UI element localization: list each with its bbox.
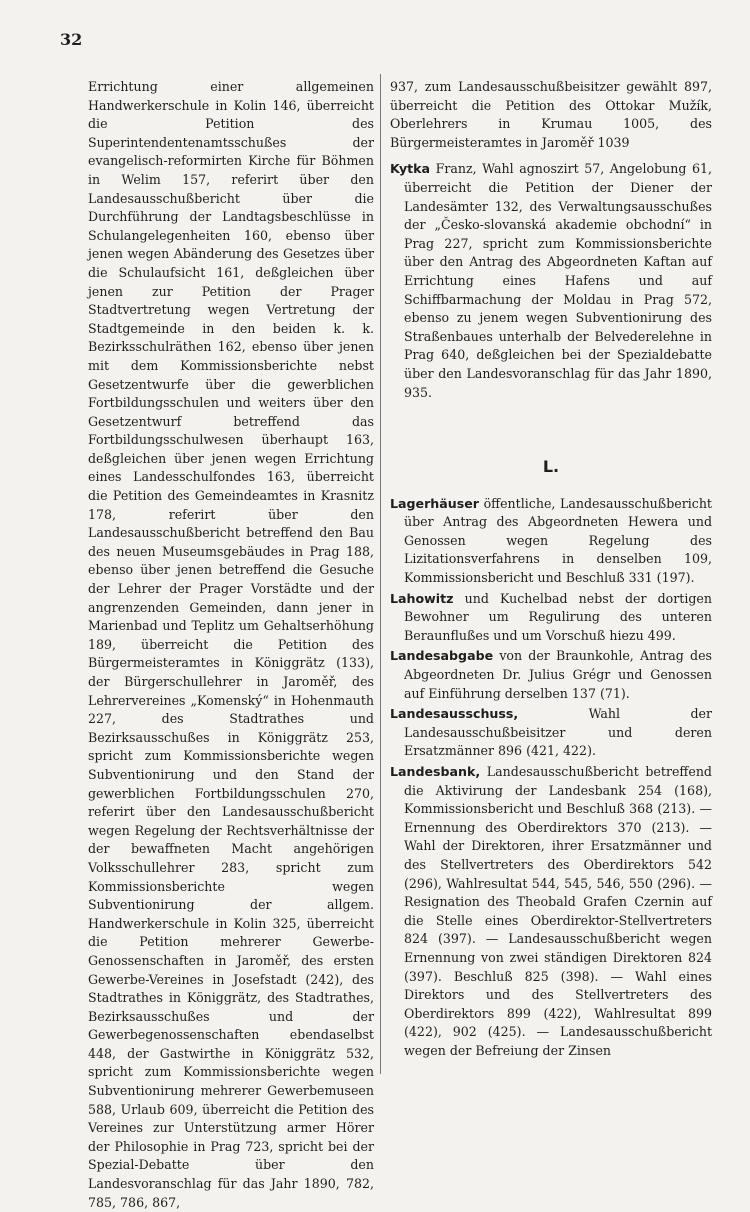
entry-text: öffentliche, Landesausschußbericht über Antrag des Abgeordneten Hewera und Genossen wegen Regelung des Lizitationsverfahrens in denselben 109, Kommissionsbericht und Beschluß 331 (197).: [404, 495, 712, 586]
entry-heading: Landesabgabe: [390, 648, 494, 664]
entry-text: und Kuchelbad nebst der dortigen Bewohner um Regulirung des unteren Beraunflußes und um Vorschuß hiezu 499.: [404, 590, 712, 643]
section-letter: L.: [542, 457, 560, 477]
index-entries-l: [390, 495, 712, 1061]
index-entry: [390, 160, 712, 402]
index-entry: [390, 705, 712, 761]
entry-text: von der Braunkohle, Antrag des Abgeordneten Dr. Julius Grégr und Genossen auf Einführung derselben 137 (71).: [404, 648, 712, 701]
entry-text: Landesausschußbericht betreffend die Aktivirung der Landesbank 254 (168), Kommissionsbericht und Beschluß 368 (213). — Ernennung des Oberdirektors 370 (213). — Wahl der Direktoren, ihrer Ersatzmänner und des Stellvertreters des Oberdirektors 542 (296), Wahlresultat 544, 545, 546, 550 (296). — Resignation des Theobald Grafen Czernin auf die Stelle eines Oberdirektor-Stellvertreters 824 (397). — Landesausschußbericht wegen Ernennung von zwei ständigen Direktoren 824 (397). Beschluß 825 (398). — Wahl eines Direktors und des Stellvertreters des Oberdirektors 899 (422), Wahlresultat 899 (422), 902 (425). — Landesausschußbericht wegen der Befreiung der Zinsen: [404, 764, 712, 1058]
left-column-text: Errichtung einer allgemeinen Handwerkerschule in Kolin 146, überreicht die Petition des Superintendentenamtsschußes der evangelisch-reformirten Kirche für Böhmen in Welim 157, referirt über den Landesausschußbericht über die Durchführung der Landtagsbeschlüsse in Schulangelegenheiten 160, ebenso über jenen wegen Abänderung des Gesetzes über die Schulaufsicht 161, deßgleichen über jenen zur Petition der Prager Stadtvertretung wegen Vertretung der Stadtgemeinde in den beiden k. k. Bezirksschulräthen 162, ebenso über jenen mit dem Kommissionsberichte nebst Gesetzentwurfe über die gewerblichen Fortbildungsschulen und weiters über den Gesetzentwurf betreffend das Fortbildungsschulwesen überhaupt 163, deßgleichen über jenen wegen Errichtung eines Landesschulfondes 163, überreicht die Petition des Gemeindeamtes in Krasnitz 178, referirt über den Landesausschußbericht betreffend den Bau des neuen Museumsgebäudes in Prag 188, ebenso über jenen betreffend die Gesuche der Lehrer der Prager Vorstädte und der angrenzenden Gemeinden, dann jener in Marienbad und Teplitz um Gehaltserhöhung 189, überreicht die Petition des Bürgermeisteramtes in Königgrätz (133), der Bürgerschullehrer in Jaroměř, des Lehrervereines „Komenský“ in Hohenmauth 227, des Stadtrathes und Bezirksausschußes in Königgrätz 253, spricht zum Kommissionsberichte wegen Subventionirung und den Stand der gewerblichen Fortbildungsschulen 270, referirt über den Landesausschußbericht wegen Regelung der Rechtsverhältnisse der der bewaffneten Macht angehörigen Volksschullehrer 283, spricht zum Kommissionsberichte wegen Subventionirung der allgem. Handwerkerschule in Kolin 325, überreicht die Petition mehrerer Gewerbe-Genossenschaften in Jaroměř, des ersten Gewerbe-Vereines in Josefstadt (242), des Stadtrathes in Königgrätz, des Stadtrathes, Bezirksausschußes und der Gewerbegenossenschaften ebendaselbst 448, der Gastwirthe in Königgrätz 532, spricht zum Kommissionsberichte wegen Subventionirung mehrerer Gewerbemuseen 588, Urlaub 609, überreicht die Petition des Vereines zur Unterstützung armer Hörer der Philosophie in Prag 723, spricht bei der Spezial-Debatte über den Landesvoranschlag für das Jahr 1890, 782, 785, 786, 867,: [88, 79, 374, 1210]
index-entry: [390, 647, 712, 703]
entry-heading: Lagerhäuser: [390, 495, 479, 511]
entry-heading: Landesbank,: [390, 764, 481, 779]
continuation-text: 937, zum Landesausschußbeisitzer gewählt 897, überreicht die Petition des Ottokar Mužík, Oberlehrers in Krumau 1005, des Bürgermeisteramtes in Jaroměř 1039: [390, 79, 712, 150]
index-entries-k: [390, 160, 712, 402]
page-number: 32: [60, 30, 83, 49]
entry-text: Wahl der Landesausschußbeisitzer und deren Ersatzmänner 896 (421, 422).: [404, 706, 712, 759]
column-divider: [380, 74, 381, 1074]
right-column: [390, 78, 712, 1063]
entry-heading: Landesausschuss,: [390, 706, 519, 722]
index-entry: [390, 495, 712, 588]
entry-heading: Kytka: [390, 161, 431, 177]
index-entry: [390, 590, 712, 646]
left-column: [88, 78, 374, 1212]
entry-heading: Lahowitz: [390, 590, 454, 606]
index-entry: [390, 763, 712, 1061]
entry-text: Franz, Wahl agnoszirt 57, Angelobung 61, überreicht die Petition der Diener der Landesämter 132, des Verwaltungsausschußes der „Česko-slovanská akademie obchodní“ in Prag 227, spricht zum Kommissionsberichte über den Antrag des Abgeordneten Kaftan auf Errichtung eines Hafens und auf Schiffbarmachung der Moldau in Prag 572, ebenso zu jenem wegen Subventionirung des Straßenbaues unterhalb der Belvederelehne in Prag 640, deßgleichen bei der Spezialdebatte über den Landesvoranschlag für das Jahr 1890, 935.: [404, 161, 712, 400]
